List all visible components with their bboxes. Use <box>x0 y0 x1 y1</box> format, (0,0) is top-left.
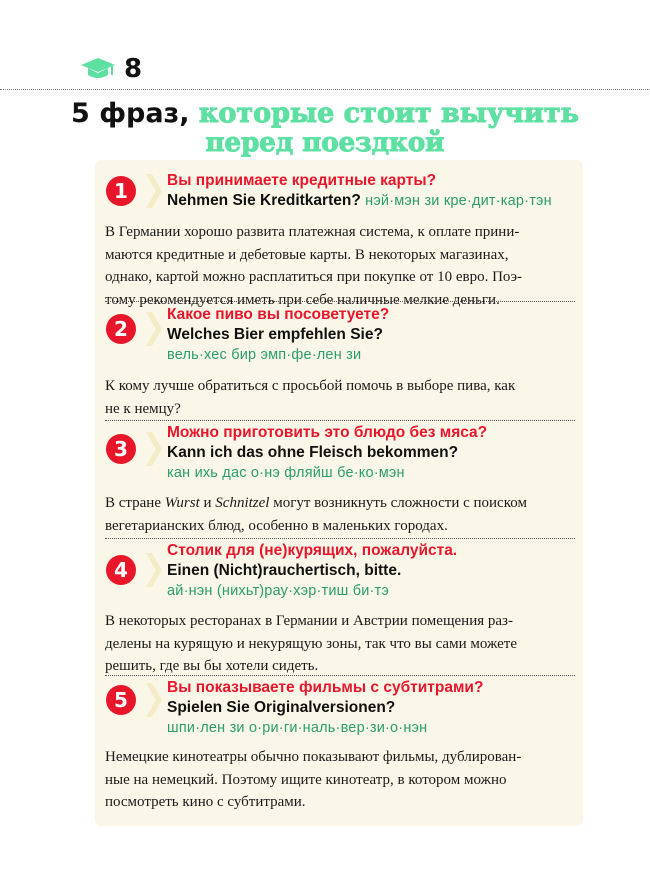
phrase-german <box>167 192 552 210</box>
page-title-line2 <box>0 130 650 157</box>
phrase-german: Spielen Sie Originalversionen? <box>167 699 396 716</box>
phrase-number-badge: 4 <box>106 555 136 585</box>
description-line: не к немцу? <box>105 400 181 417</box>
phrase-german: Welches Bier empfehlen Sie? <box>167 326 383 343</box>
description-line: посмотреть кино с субтитрами. <box>105 794 306 810</box>
phrase-russian: Можно приготовить это блюдо без мяса? <box>167 424 488 441</box>
description-line: решить, где вы бы хотели сидеть. <box>105 658 319 674</box>
page-title <box>0 100 650 128</box>
item-divider <box>105 675 575 676</box>
phrase-russian: Вы показываете фильмы с субтитрами? <box>167 679 484 696</box>
description-line: В стране Wurst и Schnitzel могут возникнуть сложности с поиском <box>105 495 527 511</box>
page-number: 8 <box>124 54 143 84</box>
phrase-transliteration: шпи·лен зи о·ри·ги·наль·вер·зи·о·нэн <box>167 720 428 736</box>
phrase-russian: Какое пиво вы посоветуете? <box>167 306 390 323</box>
phrase-number-badge: 1 <box>106 176 136 206</box>
phrases-panel <box>95 160 583 826</box>
item-divider <box>105 538 575 539</box>
description-line: К кому лучше обратиться с просьбой помочь в выборе пива, как <box>105 378 516 394</box>
description-line: В Германии хорошо развита платежная система, к оплате прини- <box>105 224 520 240</box>
phrase-number-badge: 2 <box>106 314 136 344</box>
description-line: однако, картой можно расплатиться при покупке от 10 евро. Поэ- <box>105 269 523 285</box>
title-lead: 5 фраз, <box>71 98 190 129</box>
phrase-description <box>105 746 575 814</box>
phrase-german: Einen (Nicht)rauchertisch, bitte. <box>167 562 402 579</box>
phrase-number-badge: 3 <box>106 434 136 464</box>
header-divider <box>0 89 650 90</box>
phrase-number-badge: 5 <box>106 685 136 715</box>
phrase-description <box>105 221 575 311</box>
chevron-right-icon <box>146 553 162 587</box>
chevron-right-icon <box>146 312 162 346</box>
description-line: В некоторых ресторанах в Германии и Австрии помещения раз- <box>105 613 513 629</box>
phrase-description <box>105 492 575 537</box>
title-accent-line2: перед поездкой <box>205 128 445 158</box>
description-line: делены на курящую и некурящую зоны, так что вы сами можете <box>105 635 518 652</box>
description-line: ные на немецкий. Поэтому ищите кинотеатр, в котором можно <box>105 771 507 788</box>
emphasis-word: Wurst <box>164 495 200 511</box>
phrase-transliteration: нэй·мэн зи кре·дит·кар·тэн <box>365 193 552 209</box>
title-accent-line1: которые стоит выучить <box>198 98 579 129</box>
phrase-transliteration: ай·нэн (нихьт)рау·хэр·тиш би·тэ <box>167 583 389 599</box>
page-header <box>80 54 142 84</box>
item-divider <box>105 420 575 421</box>
phrase-russian: Вы принимаете кредитные карты? <box>167 172 437 189</box>
chevron-right-icon <box>146 432 162 466</box>
chevron-right-icon <box>146 683 162 717</box>
phrase-description <box>105 610 575 678</box>
phrase-german: Kann ich das ohne Fleisch bekommen? <box>167 444 459 461</box>
item-divider <box>105 301 575 302</box>
description-line: Немецкие кинотеатры обычно показывают фильмы, дублирован- <box>105 749 522 765</box>
description-line: маются кредитные и дебетовые карты. В некоторых магазинах, <box>105 246 509 263</box>
chevron-right-icon <box>146 174 162 208</box>
phrase-russian: Столик для (не)курящих, пожалуйста. <box>167 542 458 559</box>
emphasis-word: Schnitzel <box>215 495 270 511</box>
description-line: вегетарианских блюд, особенно в маленьких городах. <box>105 517 448 534</box>
phrase-german-text: Nehmen Sie Kreditkarten? <box>167 192 361 209</box>
description-line: тому рекомендуется иметь при себе наличные мелкие деньги. <box>105 291 500 308</box>
phrase-transliteration: кан ихь дас о·нэ фляйш бе·ко·мэн <box>167 465 405 481</box>
graduation-cap-icon <box>80 56 116 82</box>
phrase-description <box>105 375 575 420</box>
phrase-transliteration: вель·хес бир эмп·фе·лен зи <box>167 347 362 363</box>
